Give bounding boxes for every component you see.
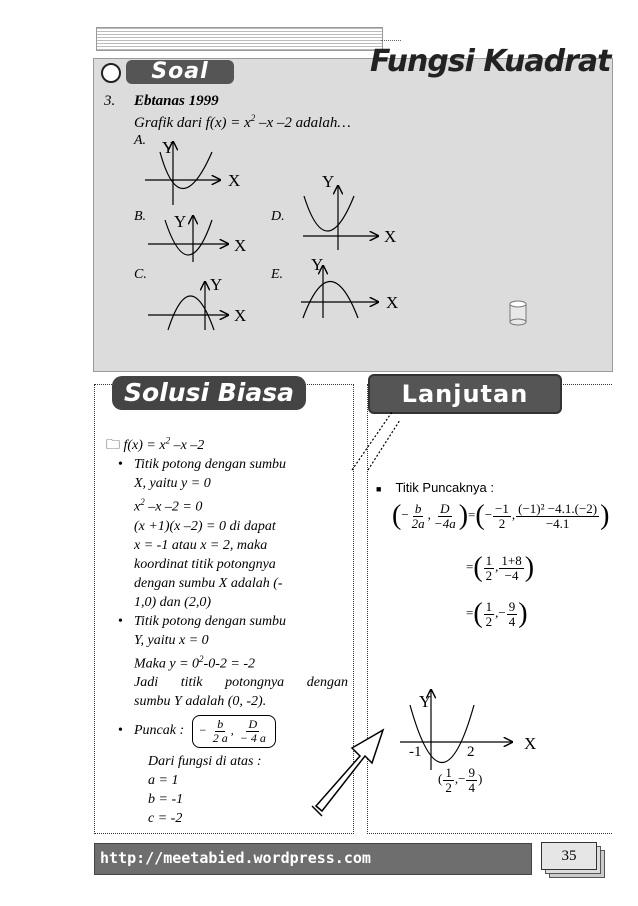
lanjutan-eq1: (− $\frac{b}{2a}$ , $\frac{D}{-4a}$ )=(− $\frac{-1}{2}$ , $\frac{\text{(−1)² −4.1.(−2)}}{-4.1}$ ) bbox=[392, 500, 610, 531]
graph-e-x: X bbox=[386, 293, 399, 312]
page-title: Fungsi Kuadrat bbox=[370, 44, 611, 79]
graph-b-x: X bbox=[234, 236, 247, 255]
puncak-label: Puncak : bbox=[134, 723, 185, 739]
answer-neg1: -1 bbox=[409, 744, 422, 760]
func-suffix: –x –2 bbox=[170, 438, 205, 453]
lanjutan-eq3: =( $\frac{1}{2}$ ,− $\frac{9}{4}$ ) bbox=[466, 598, 528, 629]
graph-d-y: Y bbox=[322, 172, 335, 191]
soal-badge: Soal bbox=[126, 60, 234, 84]
after-line-3: b = -1 bbox=[148, 791, 184, 807]
func-exp: 2 bbox=[165, 435, 171, 446]
folder-icon: 🗀 bbox=[106, 438, 120, 453]
b2-line-2: Y, yaitu x = 0 bbox=[134, 632, 209, 648]
b2-maka: Maka $y = 0^2-0-2 = -2$ bbox=[134, 653, 255, 672]
bullet-dot: • bbox=[118, 613, 123, 629]
graph-b-y: Y bbox=[174, 212, 187, 231]
b1-line-1: Titik potong dengan sumbu bbox=[134, 457, 287, 472]
b2-line-3: Jadi titik potongnya dengan bbox=[134, 675, 348, 691]
diagonal-line-2 bbox=[368, 420, 400, 470]
graph-d-x: X bbox=[384, 227, 397, 246]
prompt-suffix: –x –2 adalah… bbox=[255, 115, 351, 131]
lanjutan-heading: ■ Titik Puncaknya : bbox=[376, 480, 494, 495]
answer-y: Y bbox=[419, 692, 432, 711]
graph-a-y: Y bbox=[162, 138, 175, 157]
puncak-formula: − $\frac{b}{2 a}$ , $\frac{D}{- 4 a}$ bbox=[192, 715, 276, 747]
graph-c-x: X bbox=[234, 306, 247, 325]
b1-line-6: dengan sumbu X adalah (- bbox=[134, 575, 283, 591]
question-source: Ebtanas 1999 bbox=[134, 93, 219, 109]
footer-url[interactable]: http://meetabied.wordpress.com bbox=[100, 849, 371, 867]
b1-line-7: 1,0) dan (2,0) bbox=[134, 594, 211, 610]
b1-line-2: X, yaitu y = 0 bbox=[134, 476, 211, 491]
option-e-letter: E. bbox=[271, 267, 284, 282]
option-c-letter: C. bbox=[134, 267, 147, 282]
lanjutan-title: Lanjutan bbox=[368, 374, 562, 414]
question-number: 3. bbox=[104, 93, 116, 109]
after-line-2: a = 1 bbox=[148, 772, 179, 788]
lanjutan-eq2: =( $\frac{1}{2}$ , $\frac{1+8}{-4}$ ) bbox=[466, 552, 535, 583]
b1-line-3: (x +1)(x –2) = 0 di dapat bbox=[134, 518, 276, 534]
graph-a-x: X bbox=[228, 171, 241, 190]
pointer-arrow bbox=[316, 730, 383, 811]
diagonal-line-1 bbox=[352, 412, 392, 470]
answer-pos2: 2 bbox=[467, 744, 475, 760]
solusi-title: Solusi Biasa bbox=[112, 376, 306, 410]
b1-eq1: $x^2$ –x –2 = 0 bbox=[134, 497, 203, 515]
b2-line-4: sumbu Y adalah (0, -2). bbox=[134, 694, 267, 710]
func-prefix: f(x) = x bbox=[123, 438, 166, 453]
option-b-letter: B. bbox=[134, 209, 147, 224]
page-number: 35 bbox=[541, 842, 597, 870]
graph-e-y: Y bbox=[311, 255, 324, 274]
b1-line-4: x = -1 atau x = 2, maka bbox=[134, 537, 268, 553]
b1-line-5: koordinat titik potongnya bbox=[134, 556, 276, 572]
graph-c-y: Y bbox=[210, 275, 223, 294]
option-a-letter: A. bbox=[134, 133, 147, 148]
bullet-dot: • bbox=[118, 723, 123, 739]
bullet-dot: • bbox=[118, 457, 123, 472]
answer-vertex: ( $\frac{1}{2}$ ,− $\frac{9}{4}$ ) bbox=[438, 765, 483, 795]
square-bullet-icon: ■ bbox=[376, 484, 382, 494]
answer-x: X bbox=[524, 734, 537, 753]
prompt-exp: 2 bbox=[250, 113, 256, 123]
after-line-4: c = -2 bbox=[148, 810, 183, 826]
after-line-1: Dari fungsi di atas : bbox=[148, 753, 262, 769]
b2-line-1: Titik potong dengan sumbu bbox=[134, 613, 287, 629]
prompt-prefix: Grafik dari f(x) = x bbox=[134, 115, 251, 131]
option-d-letter: D. bbox=[271, 209, 285, 224]
